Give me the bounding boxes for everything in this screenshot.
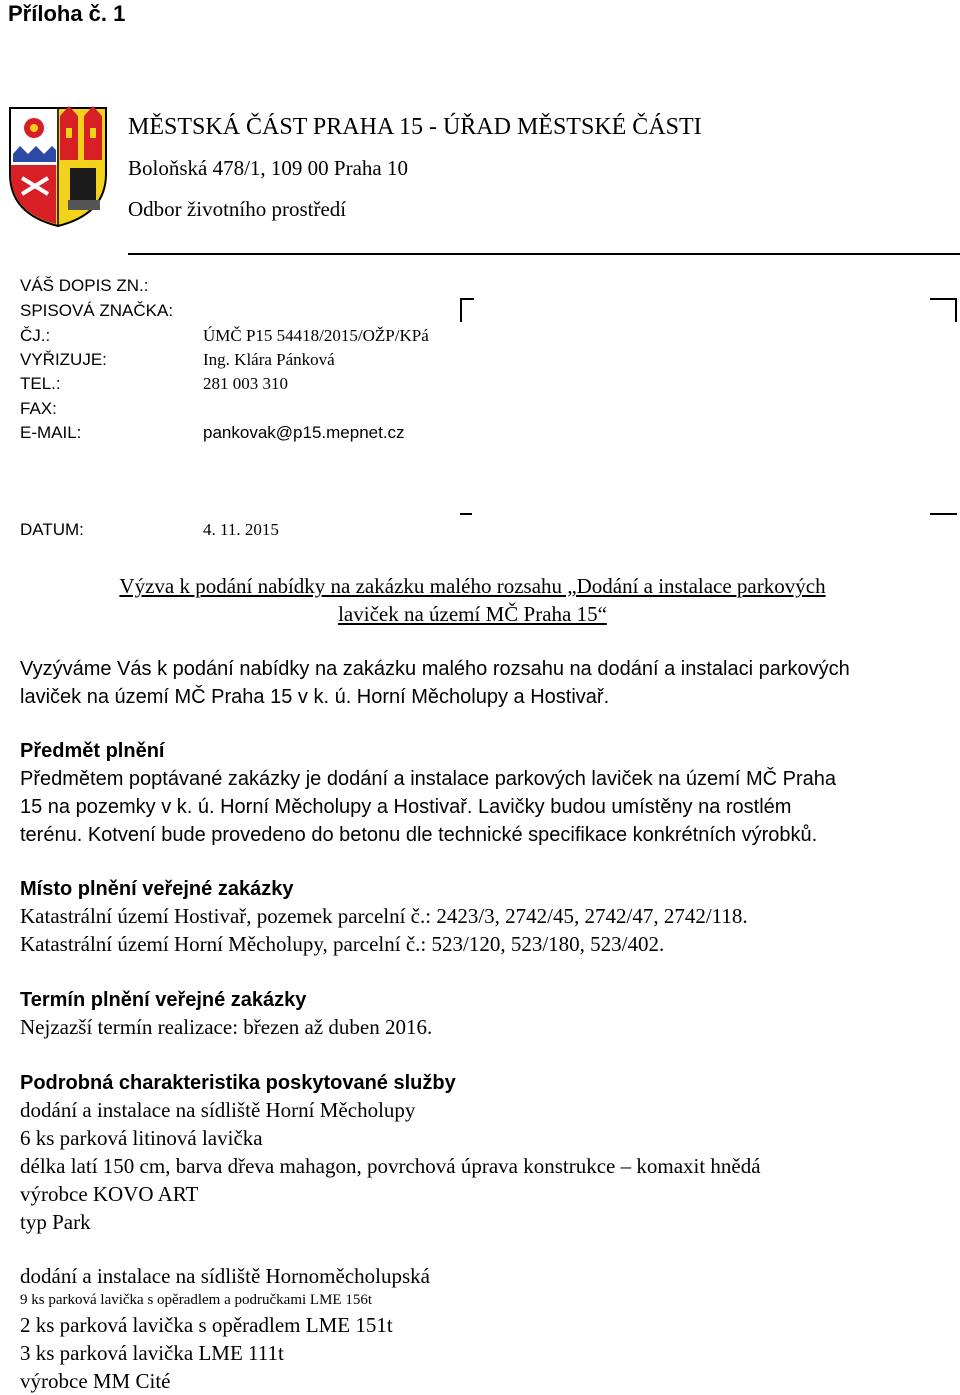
reference-number-label: ČJ.: xyxy=(20,326,51,345)
service-line: délka latí 150 cm, barva dřeva mahagon, povrchová úprava konstrukce – komaxit hnědá xyxy=(20,1154,761,1178)
intro-paragraph xyxy=(20,655,925,711)
address-window-corner-bottom-left xyxy=(460,513,472,515)
handled-by-value: Ing. Klára Pánková xyxy=(203,350,335,369)
service-line: dodání a instalace na sídliště Horní Měcholupy xyxy=(20,1098,416,1122)
place-paragraph xyxy=(20,902,925,958)
service-line: výrobce KOVO ART xyxy=(20,1182,199,1206)
intro-line: laviček na území MČ Praha 15 v k. ú. Horní Měcholupy a Hostivař. xyxy=(20,686,610,708)
subject-paragraph xyxy=(20,765,925,849)
date-label: DATUM: xyxy=(20,520,84,539)
document-title-line: Výzva k podání nabídky na zakázku malého rozsahu „Dodání a instalace parkových xyxy=(119,574,826,598)
service-line-small: 9 ks parková lavička s opěradlem a područkami LME 156t xyxy=(20,1292,372,1308)
subject-heading: Předmět plnění xyxy=(20,740,165,762)
document-title-line: laviček na území MČ Praha 15“ xyxy=(338,602,607,626)
attachment-label: Příloha č. 1 xyxy=(8,1,126,26)
service-line: výrobce MM Cité xyxy=(20,1369,171,1393)
phone-value: 281 003 310 xyxy=(203,374,288,393)
service-line: 3 ks parková lavička LME 111t xyxy=(20,1341,284,1365)
deadline-text: Nejzazší termín realizace: březen až duben 2016. xyxy=(20,1015,433,1039)
service-line: 2 ks parková lavička s opěradlem LME 151t xyxy=(20,1313,393,1337)
phone-label: TEL.: xyxy=(20,374,61,393)
date-value: 4. 11. 2015 xyxy=(203,520,279,539)
file-mark-label: SPISOVÁ ZNAČKA: xyxy=(20,301,174,320)
subject-line: 15 na pozemky v k. ú. Horní Měcholupy a Hostivař. Lavičky budou umístěny na rostlém xyxy=(20,796,792,818)
subject-line: terénu. Kotvení bude provedeno do betonu dle technické specifikace konkrétních výrobků. xyxy=(20,824,818,846)
email-value[interactable]: pankovak@p15.mepnet.cz xyxy=(203,423,405,442)
reference-number-value: ÚMČ P15 54418/2015/OŽP/KPá xyxy=(203,326,429,345)
email-label: E-MAIL: xyxy=(20,423,82,442)
service-block-1 xyxy=(20,1096,925,1236)
document-title xyxy=(0,572,945,628)
header-address: Boloňská 478/1, 109 00 Praha 10 xyxy=(128,156,408,180)
header-department: Odbor životního prostředí xyxy=(128,197,347,221)
intro-line: Vyzýváme Vás k podání nabídky na zakázku malého rozsahu na dodání a instalaci parkových xyxy=(20,658,850,680)
coat-of-arms-logo xyxy=(8,106,108,228)
your-letter-label: VÁŠ DOPIS ZN.: xyxy=(20,276,149,295)
subject-line: Předmětem poptávané zakázky je dodání a instalace parkových laviček na území MČ Praha xyxy=(20,768,836,790)
service-line: 6 ks parková litinová lavička xyxy=(20,1126,263,1150)
place-heading: Místo plnění veřejné zakázky xyxy=(20,878,294,900)
service-block-2 xyxy=(20,1311,925,1395)
handled-by-label: VYŘIZUJE: xyxy=(20,350,107,369)
service-heading: Podrobná charakteristika poskytované služby xyxy=(20,1072,456,1094)
service-line: typ Park xyxy=(20,1210,91,1234)
header-divider xyxy=(128,253,960,255)
address-window-corner-top-left xyxy=(460,298,474,322)
address-window-corner-top-right xyxy=(930,298,957,322)
address-window-corner-bottom-right xyxy=(930,513,957,515)
fax-label: FAX: xyxy=(20,399,57,418)
place-line: Katastrální území Hostivař, pozemek parcelní č.: 2423/3, 2742/45, 2742/47, 2742/118. xyxy=(20,904,748,928)
place-line: Katastrální území Horní Měcholupy, parcelní č.: 523/120, 523/180, 523/402. xyxy=(20,932,665,956)
header-office-name: MĚSTSKÁ ČÁST PRAHA 15 - ÚŘAD MĚSTSKÉ ČÁSTI xyxy=(128,114,702,140)
deadline-heading: Termín plnění veřejné zakázky xyxy=(20,989,307,1011)
service-block-2-title: dodání a instalace na sídliště Hornoměcholupská xyxy=(20,1264,430,1288)
